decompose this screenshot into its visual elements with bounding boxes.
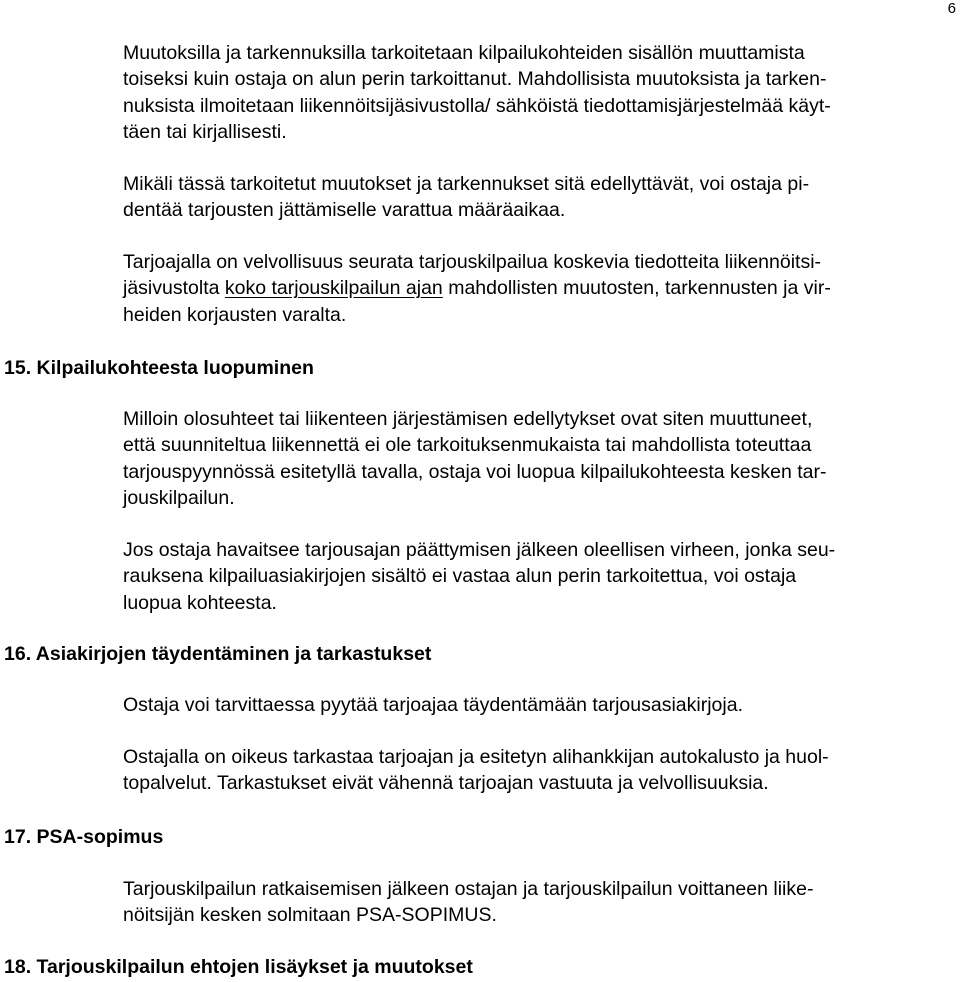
section-15-paragraph-1 [123, 406, 955, 511]
section-17-paragraph-1 [123, 876, 955, 929]
intro-paragraph-deadline [123, 171, 955, 224]
text-line: Muutoksilla ja tarkennuksilla tarkoitetaan kilpailukohteiden sisällön muuttamista [123, 42, 805, 64]
section-15-heading: 15. Kilpailukohteesta luopuminen [4, 357, 314, 379]
text-line: rauksena kilpailuasiakirjojen sisältö ei vastaa alun perin tarkoitettua, voi ostaja [123, 565, 797, 588]
text-line: Milloin olosuhteet tai liikenteen järjestämisen edellytykset ovat siten muuttuneet, [123, 408, 813, 430]
text-line: toiseksi kuin ostaja on alun perin tarkoittanut. Mahdollisista muutoksista ja tarken- [123, 68, 827, 91]
text-line: Mikäli tässä tarkoitetut muutokset ja tarkennukset sitä edellyttävät, voi ostaja pi- [123, 173, 810, 195]
section-18-heading: 18. Tarjouskilpailun ehtojen lisäykset ja muutokset [4, 956, 473, 978]
text-segment: mahdollisten muutosten, tarkennusten ja vir- [442, 277, 831, 300]
text-line [123, 275, 955, 301]
section-17-heading: 17. PSA-sopimus [4, 826, 164, 848]
text-line: dentää tarjousten jättämiselle varattua määräaikaa. [123, 199, 566, 222]
text-segment: jäsivustolta [123, 277, 225, 300]
text-line: heiden korjausten varalta. [123, 303, 347, 326]
intro-paragraph-changes [123, 40, 955, 145]
section-16-paragraph-1 [123, 692, 955, 718]
text-line: jouskilpailun. [123, 486, 235, 509]
underlined-text: koko tarjouskilpailun ajan [224, 277, 443, 300]
section-16-paragraph-2 [123, 744, 955, 797]
text-line: että suunniteltua liikennettä ei ole tarkoituksenmukaista tai mahdollista toteuttaa [123, 434, 812, 457]
intro-paragraph-obligation [123, 249, 955, 328]
text-line: topalvelut. Tarkastukset eivät vähennä tarjoajan vastuuta ja velvollisuuksia. [123, 772, 769, 795]
text-line: Tarjoajalla on velvollisuus seurata tarjouskilpailua koskevia tiedotteita liikennöitsi- [123, 251, 822, 273]
section-16-heading: 16. Asiakirjojen täydentäminen ja tarkastukset [4, 643, 432, 665]
text-line: täen tai kirjallisesti. [123, 120, 287, 143]
text-line: nöitsijän kesken solmitaan PSA-SOPIMUS. [123, 904, 497, 927]
text-line: Tarjouskilpailun ratkaisemisen jälkeen ostajan ja tarjouskilpailun voittaneen liike- [123, 878, 814, 900]
page-number: 6 [947, 0, 956, 17]
text-line: Ostaja voi tarvittaessa pyytää tarjoajaa täydentämään tarjousasiakirjoja. [123, 694, 743, 716]
section-15-paragraph-2 [123, 537, 955, 616]
text-line: nuksista ilmoitetaan liikennöitsijäsivustolla/ sähköistä tiedottamisjärjestelmää käyt- [123, 94, 831, 117]
text-line: Jos ostaja havaitsee tarjousajan päättymisen jälkeen oleellisen virheen, jonka seu- [123, 539, 836, 561]
text-line: Ostajalla on oikeus tarkastaa tarjoajan ja esitetyn alihankkijan autokalusto ja huol- [123, 746, 829, 768]
text-line: tarjouspyynnössä esitetyllä tavalla, ostaja voi luopua kilpailukohteesta kesken tar- [123, 460, 827, 483]
text-line: luopua kohteesta. [123, 591, 277, 614]
